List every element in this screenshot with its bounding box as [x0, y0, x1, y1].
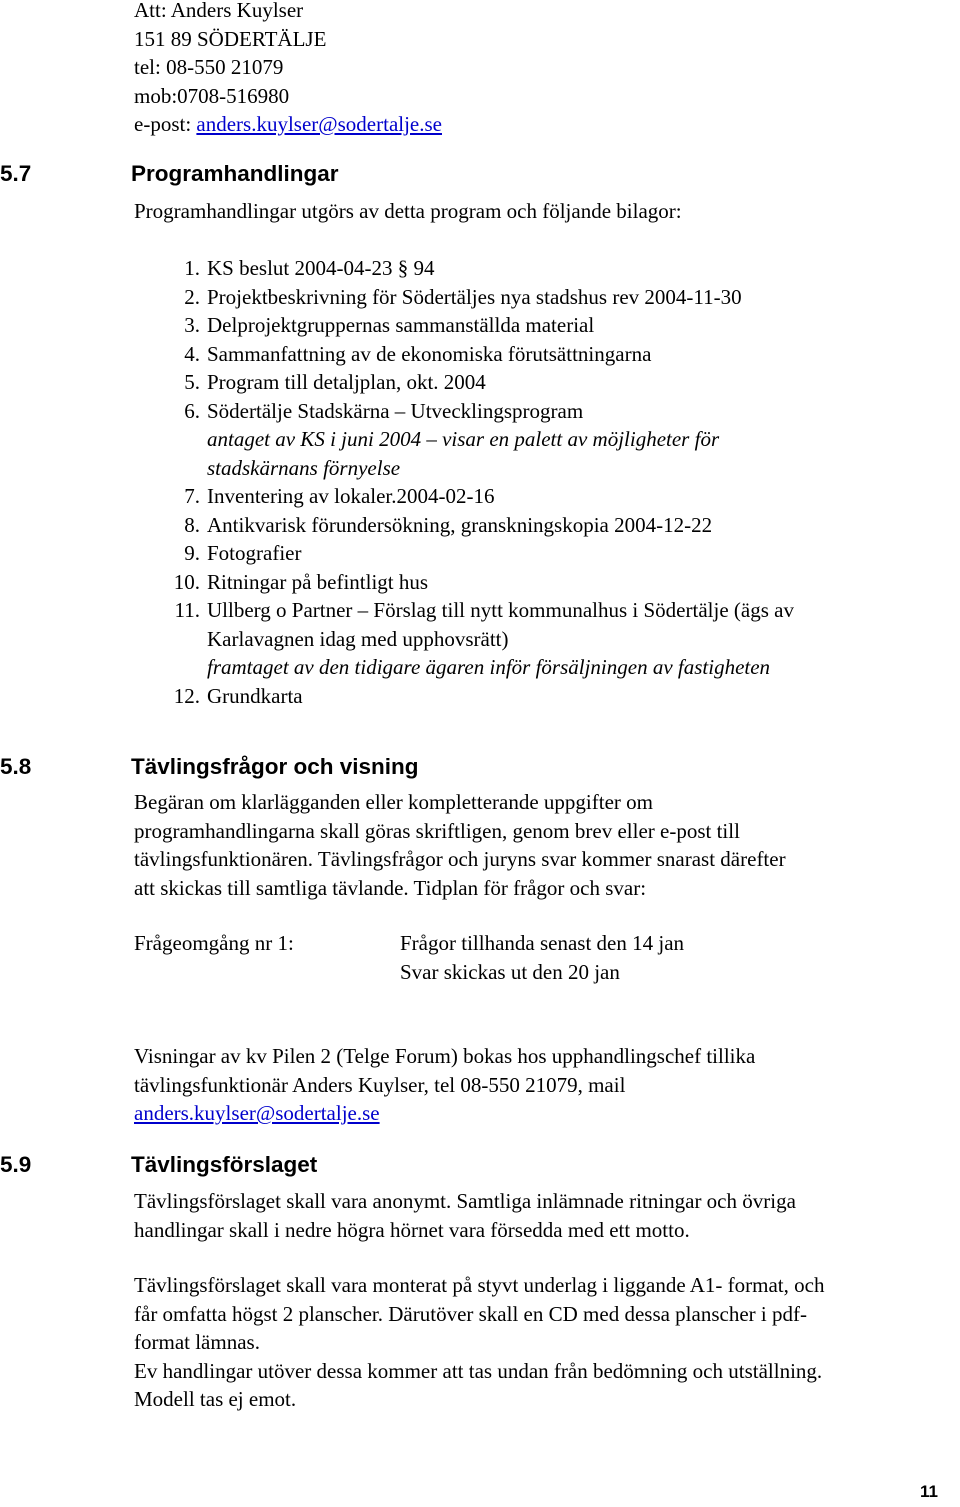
- paragraph-line: format lämnas.: [134, 1330, 260, 1354]
- list-item-text: Grundkarta: [207, 683, 303, 708]
- paragraph-line: Modell tas ej emot.: [134, 1387, 297, 1411]
- list-item-text: Program till detaljplan, okt. 2004: [207, 370, 486, 394]
- list-item-text: Sammanfattning av de ekonomiska förutsättningarna: [207, 341, 652, 366]
- section-5-8-paragraph: [134, 788, 934, 902]
- list-item: [134, 511, 934, 540]
- paragraph-line: Visningar av kv Pilen 2 (Telge Forum) bokas hos upphandlingschef tillika: [134, 1044, 756, 1068]
- paragraph-line: programhandlingarna skall göras skriftligen, genom brev eller e-post till: [134, 818, 740, 843]
- paragraph-line: Tävlingsförslaget skall vara anonymt. Samtliga inlämnade ritningar och övriga: [134, 1189, 796, 1213]
- list-item-text: Fotografier: [207, 541, 302, 565]
- contact-email-line: [134, 110, 442, 139]
- paragraph-line: Tävlingsförslaget skall vara monterat på styvt underlag i liggande A1- format, och: [134, 1273, 825, 1297]
- visning-email-link[interactable]: anders.kuylser@sodertalje.se: [134, 1101, 380, 1125]
- paragraph-line: tävlingsfunktionär Anders Kuylser, tel 08-550 21079, mail: [134, 1072, 626, 1097]
- list-item: [134, 397, 934, 483]
- list-item-text: Projektbeskrivning för Södertäljes nya stadshus rev 2004-11-30: [207, 284, 742, 309]
- paragraph-line: får omfatta högst 2 planscher. Därutöver skall en CD med dessa planscher i pdf-: [134, 1301, 807, 1326]
- list-item-number: 8.: [184, 512, 200, 537]
- paragraph-line: att skickas till samtliga tävlande. Tidplan för frågor och svar:: [134, 875, 647, 900]
- list-item: [134, 596, 934, 682]
- schedule-label: Frågeomgång nr 1:: [134, 931, 294, 955]
- list-item-number: 11.: [174, 598, 200, 622]
- list-item: [134, 568, 934, 597]
- section-number: 5.7: [0, 161, 32, 186]
- list-item: [134, 368, 934, 397]
- attachments-list: [134, 254, 934, 710]
- paragraph-line: Ev handlingar utöver dessa kommer att tas undan från bedömning och utställning.: [134, 1358, 823, 1383]
- list-item-note: antaget av KS i juni 2004 – visar en palett av möjligheter för: [207, 427, 720, 451]
- list-item-text: Inventering av lokaler.2004-02-16: [207, 484, 495, 508]
- section-5-9-paragraph-1: [134, 1187, 934, 1244]
- list-item: [134, 254, 934, 283]
- section-title: Tävlingsfrågor och visning: [131, 754, 419, 779]
- visning-paragraph: [134, 1042, 934, 1128]
- schedule-values: [400, 929, 684, 986]
- list-item-number: 7.: [184, 484, 200, 508]
- contact-tel: tel: 08-550 21079: [134, 55, 284, 79]
- list-item-note: stadskärnans förnyelse: [207, 455, 401, 480]
- section-5-9-paragraph-2: [134, 1271, 934, 1414]
- list-item-number: 12.: [173, 683, 200, 708]
- list-item-number: 4.: [184, 341, 200, 366]
- paragraph-line: Begäran om klarlägganden eller kompletterande uppgifter om: [134, 790, 653, 814]
- list-item-text: Delprojektgruppernas sammanställda material: [207, 313, 595, 337]
- list-item: [134, 482, 934, 511]
- list-item: [134, 539, 934, 568]
- paragraph-line: tävlingsfunktionären. Tävlingsfrågor och juryns svar kommer snarast därefter: [134, 847, 786, 871]
- list-item-text-continued: Karlavagnen idag med upphovsrätt): [207, 626, 509, 651]
- schedule-line: Frågor tillhanda senast den 14 jan: [400, 931, 685, 955]
- contact-att: Att: Anders Kuylser: [134, 0, 304, 22]
- section-number: 5.9: [0, 1152, 32, 1177]
- list-item-text: Södertälje Stadskärna – Utvecklingsprogram: [207, 398, 584, 423]
- list-item-number: 1.: [184, 256, 200, 280]
- list-item-number: 9.: [184, 541, 200, 565]
- page-number: 11: [920, 1482, 938, 1501]
- list-item-number: 10.: [173, 569, 200, 594]
- section-number: 5.8: [0, 754, 32, 779]
- list-item: [134, 283, 934, 312]
- list-item-text: Ritningar på befintligt hus: [207, 569, 429, 594]
- contact-email-link[interactable]: anders.kuylser@sodertalje.se: [196, 112, 442, 136]
- list-item-number: 6.: [184, 398, 200, 423]
- list-item: [134, 311, 934, 340]
- schedule-line: Svar skickas ut den 20 jan: [400, 959, 620, 984]
- list-item-text: Ullberg o Partner – Förslag till nytt kommunalhus i Södertälje (ägs av: [207, 598, 794, 622]
- contact-email-prefix: e-post:: [134, 112, 197, 136]
- contact-block: [134, 0, 442, 139]
- contact-mob: mob:0708-516980: [134, 83, 290, 108]
- section-5-7-intro: [134, 197, 934, 226]
- paragraph-line: handlingar skall i nedre högra hörnet vara försedda med ett motto.: [134, 1217, 690, 1242]
- section-title: Tävlingsförslaget: [131, 1152, 318, 1177]
- paragraph-line: [134, 1099, 934, 1128]
- section-title: Programhandlingar: [131, 161, 339, 186]
- list-item-number: 2.: [184, 284, 200, 309]
- intro-text: Programhandlingar utgörs av detta program och följande bilagor:: [134, 199, 682, 223]
- list-item-number: 5.: [184, 370, 200, 394]
- list-item-note: framtaget av den tidigare ägaren inför försäljningen av fastigheten: [207, 655, 771, 679]
- list-item: [134, 682, 934, 711]
- list-item-number: 3.: [184, 313, 200, 337]
- list-item-text: KS beslut 2004-04-23 § 94: [207, 256, 435, 280]
- list-item: [134, 340, 934, 369]
- contact-address: 151 89 SÖDERTÄLJE: [134, 26, 327, 51]
- list-item-text: Antikvarisk förundersökning, granskningskopia 2004-12-22: [207, 512, 713, 537]
